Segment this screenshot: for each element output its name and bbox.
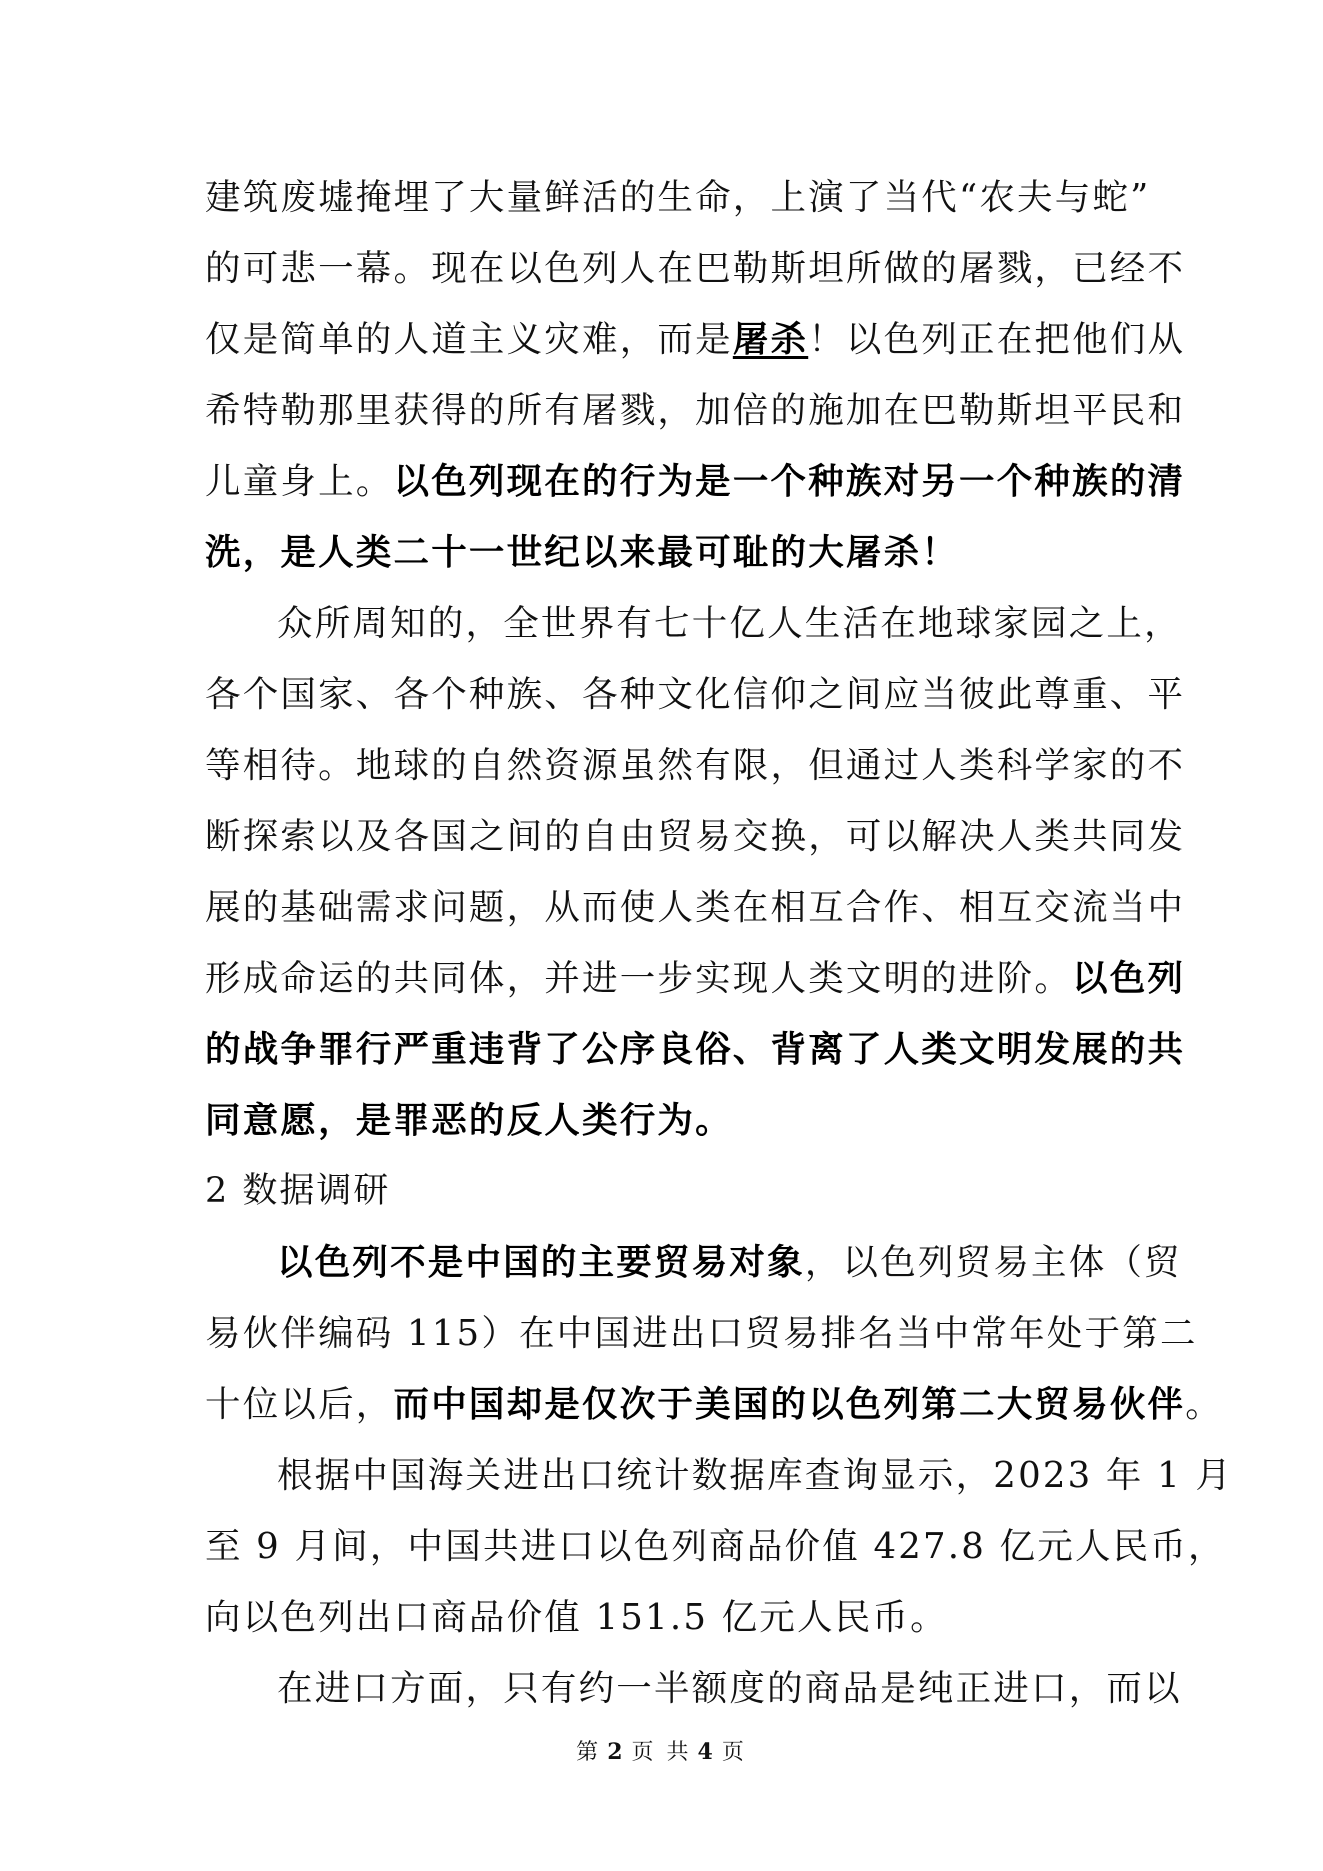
text-line — [205, 446, 1186, 517]
text-line: 向以色列出口商品价值 151.5 亿元人民币。 — [205, 1597, 948, 1638]
text-line: 希特勒那里获得的所有屠戮，加倍的施加在巴勒斯坦平民和 — [205, 390, 1186, 431]
text-span: ！以色列正在把他们从 — [808, 319, 1186, 360]
document-page — [205, 162, 1234, 1724]
footer-middle: 页 共 — [631, 1740, 692, 1765]
footer-suffix: 页 — [721, 1740, 747, 1765]
underlined-emphasis: 屠杀 — [732, 319, 809, 360]
text-line: 根据中国海关进出口统计数据库查询显示，2023 年 1 月 — [277, 1455, 1234, 1496]
text-line: 众所周知的，全世界有七十亿人生活在地球家园之上， — [277, 603, 1182, 644]
text-line: 等相待。地球的自然资源虽然有限，但通过人类科学家的不 — [205, 745, 1186, 786]
paragraph-5 — [205, 1653, 1182, 1724]
text-line: 的可悲一幕。现在以色列人在巴勒斯坦所做的屠戮，已经不 — [205, 248, 1186, 289]
text-line — [205, 304, 1186, 375]
bold-emphasis: 以色列不是中国的主要贸易对象 — [277, 1242, 805, 1283]
text-line: 断探索以及各国之间的自由贸易交换，可以解决人类共同发 — [205, 816, 1186, 857]
paragraph-2 — [205, 588, 1186, 1156]
total-pages-number: 4 — [697, 1739, 716, 1765]
paragraph-1 — [205, 162, 1186, 588]
section-heading: 2 数据调研 — [205, 1171, 391, 1211]
bold-emphasis: 而中国却是仅次于美国的以色列第二大贸易伙伴 — [393, 1384, 1186, 1425]
bold-emphasis: 以色列现在的行为是一个种族对另一个种族的清 — [393, 461, 1186, 502]
page-footer — [0, 1735, 1323, 1766]
paragraph-3 — [205, 1227, 1223, 1440]
bold-text-line: 同意愿，是罪恶的反人类行为。 — [205, 1100, 733, 1141]
text-line: 各个国家、各个种族、各种文化信仰之间应当彼此尊重、平 — [205, 674, 1186, 715]
bold-emphasis: 以色列 — [1072, 958, 1186, 999]
text-span: 儿童身上。 — [205, 461, 394, 502]
text-line — [205, 1369, 1223, 1440]
text-span: 仅是简单的人道主义灾难，而是 — [205, 319, 733, 360]
footer-prefix: 第 — [576, 1740, 602, 1765]
text-line: 展的基础需求问题，从而使人类在相互合作、相互交流当中 — [205, 887, 1186, 928]
current-page-number: 2 — [607, 1739, 626, 1765]
text-span: 形成命运的共同体，并进一步实现人类文明的进阶。 — [205, 958, 1073, 999]
text-line: 易伙伴编码 115）在中国进出口贸易排名当中常年处于第二 — [205, 1313, 1198, 1354]
text-line: 至 9 月间，中国共进口以色列商品价值 427.8 亿元人民币， — [205, 1526, 1226, 1567]
text-line — [205, 1227, 1182, 1298]
bold-text-line: 洗，是人类二十一世纪以来最可耻的大屠杀！ — [205, 532, 960, 573]
text-line: 在进口方面，只有约一半额度的商品是纯正进口，而以 — [277, 1668, 1182, 1709]
paragraph-4 — [205, 1440, 1234, 1653]
text-span: 。 — [1185, 1384, 1223, 1425]
bold-text-line: 的战争罪行严重违背了公序良俗、背离了人类文明发展的共 — [205, 1029, 1186, 1070]
text-line — [205, 943, 1186, 1014]
text-line: 建筑废墟掩埋了大量鲜活的生命，上演了当代“农夫与蛇” — [205, 177, 1151, 218]
text-span: ，以色列贸易主体（贸 — [804, 1242, 1182, 1283]
text-span: 十位以后， — [205, 1384, 394, 1425]
